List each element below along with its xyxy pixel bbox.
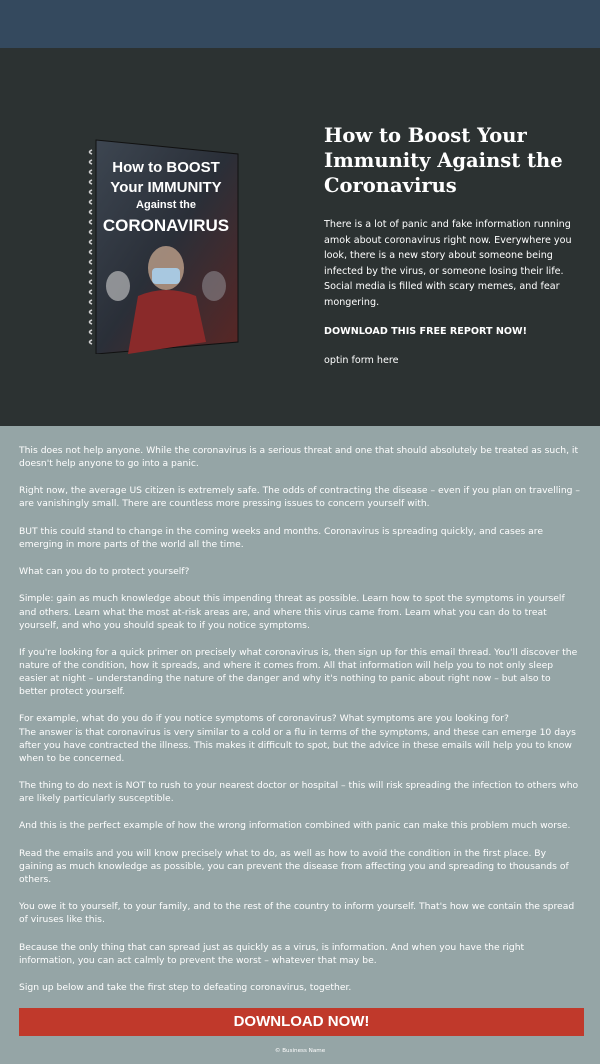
hero-image-column (0, 48, 310, 426)
paragraph: And this is the perfect example of how the wrong information combined with panic can make this problem much worse. (19, 820, 571, 832)
paragraph: Sign up below and take the first step to defeating coronavirus, together. (19, 981, 352, 993)
paragraph: Simple: gain as much knowledge about this impending threat as possible. Learn how to spot the symptoms in yourself and others. Learn what the most at-risk areas are, and where this virus came from. Learn what you can do to treat yourself, and who you should speak to if you notice symptoms. (19, 593, 565, 631)
hero-cta-text: DOWNLOAD THIS FREE REPORT NOW! (324, 326, 528, 337)
paragraph: BUT this could stand to change in the coming weeks and months. Coronavirus is spreading quickly, and cases are emerging in more parts of the world all the time. (19, 525, 544, 550)
optin-form-placeholder[interactable]: optin form here (324, 355, 399, 366)
paragraph: The thing to do next is NOT to rush to your nearest doctor or hospital – this will risk spreading the infection to others who are likely particularly susceptible. (19, 780, 579, 805)
spiral-binding (90, 150, 93, 344)
paragraph: Right now, the average US citizen is extremely safe. The odds of contracting the disease – even if you plan on travelling – are vanishingly small. There are countless more pressing issues to concern yourself with. (19, 485, 581, 510)
book-title-line-1: How to BOOST (112, 159, 220, 176)
ebook-cover-image (88, 136, 244, 354)
paragraph: This does not help anyone. While the coronavirus is a serious threat and one that should absolutely be treated as such, it doesn't help anyone to go into a panic. (19, 445, 579, 470)
paragraph: You owe it to yourself, to your family, and to the rest of the country to inform yourself. That's how we contain the spread of viruses like this. (19, 901, 575, 926)
paragraph: Because the only thing that can spread just as quickly as a virus, is information. And when you have the right information, you can act calmly to prevent the worst – whatever that may be. (19, 941, 525, 966)
paragraph: Read the emails and you will know precisely what to do, as well as how to avoid the condition in the first place. By gaining as much knowledge as possible, you can prevent the disease from affecting you and spreading to thousands of others. (19, 847, 569, 885)
paragraph: If you're looking for a quick primer on precisely what coronavirus is, then sign up for this email thread. You'll discover the nature of the condition, how it spreads, and where it comes from. All that information will help you to not only sleep easier at night – understanding the nature of the danger and why it's nothing to panic about right now – but also to better protect yourself. (19, 646, 578, 698)
body-content (0, 426, 600, 1054)
paragraph-question: For example, what do you do if you notice symptoms of coronavirus? What symptoms are you looking for? (19, 713, 509, 725)
paragraph-answer: The answer is that coronavirus is very similar to a cold or a flu in terms of the symptoms, and these can emerge 10 days after you have contracted the illness. This makes it difficult to spot, but the advice in these emails will help you to know when to be concerned. (19, 726, 576, 764)
paragraph (19, 712, 581, 764)
top-bar (0, 0, 600, 48)
footer-copyright: © Business Name (274, 1048, 326, 1055)
paragraph: What can you do to protect yourself? (19, 566, 190, 578)
book-title-line-4: CORONAVIRUS (102, 216, 230, 235)
hero-section (0, 48, 600, 426)
book-title-line-2: Your IMMUNITY (110, 179, 222, 196)
book-title-line-3: Against the (136, 199, 196, 211)
page-title: How to Boost Your Immunity Against the Coronavirus (324, 124, 563, 197)
download-now-button[interactable]: DOWNLOAD NOW! (19, 1008, 584, 1036)
hero-text-column (324, 123, 586, 368)
hero-intro: There is a lot of panic and fake information running amok about coronavirus right now. Everywhere you look, there is a new story about someone being infected by the virus, or someone losing their life. Social media is filled with scary memes, and fear mongering. (324, 219, 572, 308)
